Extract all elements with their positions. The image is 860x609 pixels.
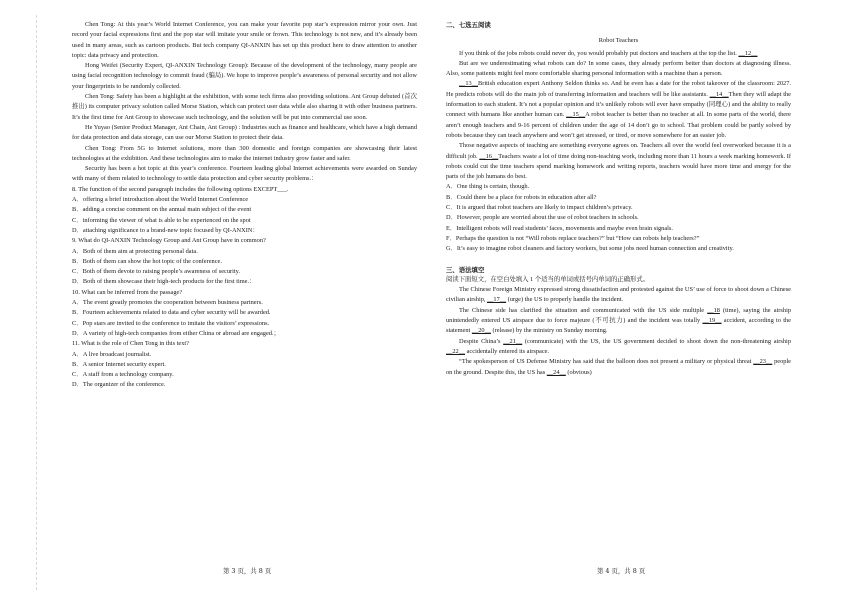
blank-19: __19__: [702, 317, 722, 325]
option-10b: B．Fourteen achievements related to data and cyber security will be awarded.: [72, 309, 271, 317]
choice-e: E．Intelligent robots will read students’ faces, movements and maybe even brain signals.: [446, 224, 673, 232]
passage-paragraph: Chen Tong: From 5G to Internet solutions, more than 300 domestic and foreign companies are showcasing their latest technologies at the exhibition. And these technologies aim to make the internet industry grow faster and safer.: [72, 144, 417, 162]
paragraph-text: people on the ground. Despite this, the US has: [446, 358, 791, 376]
passage-paragraph: Chen Tong: At this year’s World Internet Conference, you can make your favorite pop star’s expression mirror your own. Just record your facial expressions first and the pop star will imitate your smile or frown. This technology is not new, and it’s already been used in many areas, such as cartoon products. But tech company QI-ANXIN has set up this product here to draw attention to another topic: data privacy and protection.: [72, 21, 417, 59]
blank-15: __15__: [566, 111, 586, 119]
passage-paragraph: He Yuyao (Senior Product Manager, Ant Chain, Ant Group) : Industries such as finance and healthcare, which have a high demand for data protection and data storage, can use our Morse Station to protect their data.: [72, 123, 417, 142]
passage-paragraph: [446, 285, 791, 306]
paragraph-text: (obvious): [565, 368, 592, 376]
paragraph-text: Those negative aspects of teaching are something everyone agrees on. Teachers all over the world feel overworked because it is a difficult job.: [446, 142, 791, 160]
option-8d: D．attaching significance to a brand-new topic focused by QI-ANXIN：: [72, 226, 259, 234]
passage-paragraph: Chen Tong: Safety has been a highlight at the exhibition, with some tech firms also providing solutions. Ant Group debuted (首次推出) its computer privacy solution called Morse Station, which can protect user data while also sharing it with other business partners. It’s the first time for Ant Group to showcase such technology, and the solution will be put into commercial use soon.: [72, 93, 417, 121]
choice-a: A．One thing is certain, though.: [446, 183, 530, 191]
paragraph-text: Then they will adapt the information to each student. It’s not a popular opinion and it’s unlikely robots will ever have empathy (同理心) and the ability to really connect with humans like another human can.: [446, 90, 791, 119]
option-9a: A．Both of them aim at protecting personal data.: [72, 247, 198, 255]
section-heading-cloze-seven: 二、七选五阅读: [446, 21, 491, 29]
option-10d: D．A variety of high-tech companies from either China or abroad are engaged.；: [72, 329, 280, 337]
option-9c: C．Both of them devote to raising people’s awareness of security.: [72, 268, 241, 276]
blank-14: __14__: [709, 90, 729, 98]
option-8c: C．informing the viewer of what is able to be experienced on the spot: [72, 216, 251, 224]
choice-g: G．It’s easy to imagine robot cleaners and factory workers, but some jobs need human connection and creativity.: [446, 245, 734, 253]
paragraph-text: Despite China’s: [459, 337, 504, 345]
passage-paragraph: Hong Weifei (Security Expert, QI-ANXIN Technology Group): Because of the development of the technology, many people are using facial recognition technology to commit fraud (骗局). We hope to improve people’s awareness of personal security and not allow your fingerprints to be randomly collected.: [72, 62, 417, 90]
option-9d: D．Both of them showcase their high-tech products for the first time.：: [72, 278, 256, 286]
passage-paragraph: [446, 306, 791, 337]
right-column: [446, 20, 791, 378]
blank-18: __18: [707, 306, 720, 314]
paragraph-text: The Chinese side has clarified the situation and communicated with the US side multiple: [459, 306, 708, 314]
paragraph-text: accident, according to the statement: [446, 317, 791, 335]
blank-17: __17__: [487, 296, 507, 304]
blank-22: __22__: [446, 347, 466, 355]
left-column: [72, 20, 417, 391]
question-9: 9. What do QI-ANXIN Technology Group and Ant Group have in common?: [72, 237, 266, 245]
blank-23: __23__: [753, 358, 773, 366]
option-11c: C．A staff from a technology company.: [72, 371, 174, 379]
blank-24: __24__: [546, 368, 566, 376]
choice-c: C．It is argued that robot teachers are likely to impact children’s privacy.: [446, 204, 633, 212]
page-number-right: 第 4 页，共 8 页: [597, 567, 646, 575]
option-9b: B．Both of them can show the hot topic of the conference.: [72, 257, 222, 265]
option-11a: A．A live broadcast journalist.: [72, 350, 152, 358]
blank-21: __21__: [503, 337, 523, 345]
paragraph-text: (urge) the US to properly handle the incident.: [506, 296, 624, 304]
option-8a: A．offering a brief introduction about the World Internet Conference: [72, 196, 249, 204]
section-gap: [446, 255, 791, 265]
passage-paragraph: [446, 79, 791, 141]
paragraph-text: accidentally entered its airspace.: [465, 347, 550, 355]
blank-20: __20__: [471, 327, 491, 335]
question-11: 11. What is the role of Chen Tong in this text?: [72, 340, 189, 348]
question-10: 10. What can be inferred from the passage?: [72, 288, 183, 296]
paragraph-text: Teachers waste a lot of time doing non-teaching work, including more than 11 hours a week marking homework. If robots could cut the time teachers spend marking homework and writing reports, teachers would have more time and energy for the parts of the job humans do best.: [446, 152, 792, 181]
option-8b: B．adding a concise comment on the annual main subject of the event: [72, 206, 252, 214]
section-heading-grammar: 三、语法填空: [446, 265, 485, 274]
paragraph-text: If you think of the jobs robots could never do, you would probably put doctors and teachers at the top the list.: [459, 49, 739, 57]
option-10a: A．The event greatly promotes the cooperation between business partners.: [72, 299, 263, 307]
blank-16: __16__: [479, 152, 499, 160]
binding-line: [36, 15, 37, 590]
instructions: 阅读下面短文，在空白处填入 1 个适当的单词或括号内单词的正确形式。: [446, 275, 650, 283]
passage-paragraph: Security has been a hot topic at this year’s conference. Fourteen leading global Internet achievements were awarded on Sunday with many of them related to technology to settle data protection and cyber security problems.：: [72, 165, 417, 183]
paragraph-text: (time), saying the airship unintendedly entered US airspace due to force majeure (不可抗力) and the incident was totally: [446, 306, 791, 325]
passage-paragraph: But are we underestimating what robots can do? In some cases, they already perform better than doctors at diagnosing illness. Also, some patients might feel more comfortable sharing personal information with a machine than a person.: [446, 59, 791, 78]
paragraph-text: (communicate) with the US, the US government decided to shoot down the non-threatening airship: [522, 337, 791, 345]
passage-title: Robot Teachers: [598, 37, 639, 45]
page-number-left: 第 3 页，共 8 页: [223, 567, 272, 575]
paragraph-text: “The spokesperson of US Defense Ministry has said that the balloon does not present a military or physical threat: [459, 358, 754, 366]
blank-13: __13__: [459, 80, 479, 88]
question-8: 8. The function of the second paragraph includes the following options EXCEPT___.: [72, 185, 289, 193]
passage-paragraph: [446, 141, 791, 182]
paragraph-text: British education expert Anthony Seldon thinks so. And he even has a date for the robot takeover of the classroom: 2027. He predicts robots will do the main job of transferring information and teachers will be like assistants.: [446, 80, 791, 98]
option-10c: C．Pop stars are invited to the conference to imitate the visitors’ expressions.: [72, 319, 270, 327]
choice-f: F．Perhaps the question is not “Will robots replace teachers?” but “How can robots help teachers?”: [446, 234, 700, 242]
blank-12: __12__: [738, 49, 758, 57]
option-11d: D．The organizer of the conference.: [72, 381, 166, 389]
passage-paragraph: [446, 357, 791, 378]
paragraph-text: A robot teacher is better than no teacher at all. In some parts of the world, there aren’t enough teachers and 9-16 percent of children under the age of 14 don’t go to school. That problem could be partly solved by robots because they can teach anywhere and won’t get stressed, or tired, or move somewhere for an easier job.: [446, 111, 791, 139]
passage-paragraph: [446, 49, 791, 59]
passage-paragraph: [446, 337, 791, 358]
choice-d: D．However, people are worried about the use of robot teachers in schools.: [446, 214, 639, 222]
paragraph-text: (release) by the ministry on Sunday morning.: [490, 327, 608, 335]
choice-b: B．Could there be a place for robots in education after all?: [446, 193, 597, 201]
option-11b: B．A senior Internet security expert.: [72, 360, 166, 368]
paragraph-text: The Chinese Foreign Ministry expressed strong dissatisfaction and protested against the US’ use of force to shoot down a Chinese civilian airship,: [446, 286, 791, 304]
